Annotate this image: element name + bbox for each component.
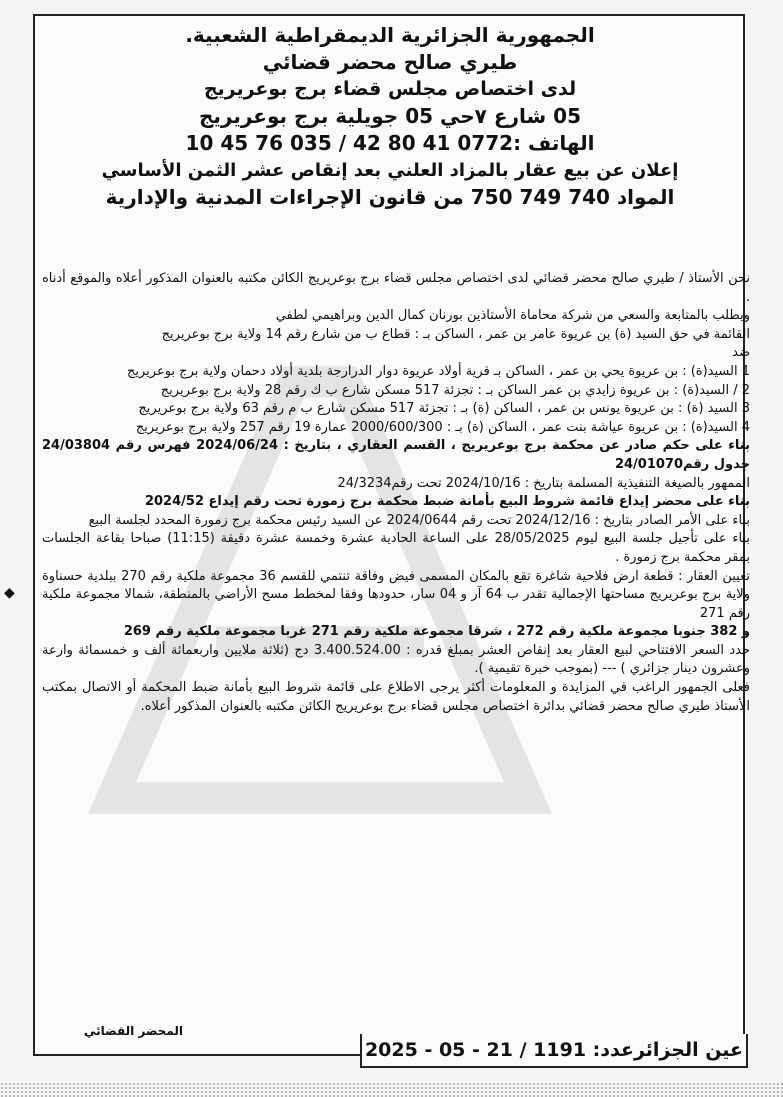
paragraph-defendant-1: 1 السيد(ة) : بن عريوة يحي بن عمر ، الساكن بـ قرية أولاد عريوة دوار الدرارجة بلدية أولاد دحمان ولاية برج بوعريريج [126, 363, 750, 379]
header-articles: المواد 740 749 750 من قانون الإجراءات المدنية والإدارية [105, 185, 675, 209]
header-phone: الهاتف :0772 41 80 42 / 035 76 45 10 [185, 131, 595, 155]
halftone-strip [0, 1082, 783, 1097]
paragraph-boundaries: و 382 جنوبا مجموعة ملكية رقم 272 ، شرقا مجموعة ملكية رقم 271 غربا مجموعة ملكية رقم 269 [123, 624, 750, 640]
signature-label: المحضر القضائي [83, 1024, 183, 1038]
paragraph-postponement: بناء على تأجيل جلسة البيع ليوم 28/05/2025 على الساعة الحادية عشرة وخمسة عشرة دقيقة (11:15) صباحا بقاعة الجلسات بمقر محكمة برج زمورة . [42, 531, 750, 565]
paragraph-defendant-3: 3 السيد (ة) : بن عريوة يونس بن عمر ، الساكن (ة) بـ : تجزئة 517 مسكن شارع ب م رقم 63 ولاية برج بوعريريج [138, 401, 750, 417]
paragraph-executory: الممهور بالصيغة التنفيذية المسلمة بتاريخ : 2024/10/16 تحت رقم24/3234 [337, 475, 750, 491]
paragraph-defendant-2: 2 / السيد(ة) : بن عريوة زايدي بن عمر الساكن بـ : تجزئة 517 مسكن شارع ب ك رقم 28 ولاية برج بوعريريج [160, 382, 750, 398]
header [40, 22, 740, 211]
margin-mark-icon: ◆ [4, 585, 15, 601]
paragraph-lawyers: ويطلب بالمتابعة والسعي من شركة محاماة الأستاذين بورنان كمال الدين وبراهيمي لطفي [275, 308, 750, 324]
paragraph-intro: نحن الأستاذ / طيري صالح محضر قضائي لدى اختصاص مجلس قضاء برج بوعريريج الكائن مكتبه بالعنوان المذكور أعلاه والموقع أدناه . [42, 271, 750, 305]
paragraph-judgment: بناء على حكم صادر عن محكمة برج بوعريريج ، القسم العقاري ، بتاريخ : 2024/06/24 فهرس رقم 24/03804 جدول رقم24/01070 [42, 438, 750, 472]
paragraph-defendant-4: 4 السيد(ة) : بن عريوة عياشة بنت عمر ، الساكن (ة) بـ : 2000/600/300 عمارة 19 رقم 257 ولاية برج بوعريريج [135, 419, 750, 435]
header-announcement-title: إعلان عن بيع عقار بالمزاد العلني بعد إنقاص عشر الثمن الأساسي [101, 160, 679, 181]
paragraph-order: بناء على الأمر الصادر بتاريخ : 2024/12/16 تحت رقم 2024/0644 عن السيد رئيس محكمة برج زمورة المحدد لجلسة البيع [88, 512, 750, 528]
header-jurisdiction: لدى اختصاص مجلس قضاء برج بوعريريج [203, 78, 577, 100]
header-bailiff-name: طيري صالح محضر قضائي [262, 50, 518, 74]
paragraph-price: حدد السعر الافتتاحي لبيع العقار بعد إنقاص العشر بمبلغ قدره : 3.400.524.00 دج (ثلاثة ملايين واربعمائة ألف و خمسمائة وارعة وعشرون دينار جزائري ) --- (بموجب خبرة تقيمية ). [42, 642, 750, 677]
paragraph-against: ضد [732, 345, 750, 361]
announcement-body [42, 270, 750, 716]
header-republic: الجمهورية الجزائرية الديمقراطية الشعبية. [185, 23, 595, 47]
paragraph-plaintiff: القائمة في حق السيد (ة) بن عريوة عامر بن عمر ، الساكن بـ : قطاع ب من شارع رقم 14 ولاية برج بوعريريج [161, 326, 750, 342]
paragraph-public-notice: فعلى الجمهور الراغب في المزايدة و المعلومات أكثر يرجى الاطلاع على قائمة شروط البيع بأمانة ضبط المحكمة أو الاتصال بمكتب الأستاذ طيري صالح محضر قضائي بدائرة اختصاص مجلس قضاء برج بوعريريج الكائن مكتبه بالعنوان المذكور أعلاه. [42, 680, 750, 714]
header-address: 05 شارع ٧حي 05 جويلية برج بوعريريج [198, 104, 581, 128]
footer-publication: عين الجزائرعدد: 1191 / 21 - 05 - 2025 [360, 1034, 748, 1068]
paragraph-deposit: بناء على محضر إيداع قائمة شروط البيع بأمانة ضبط محكمة برج زمورة تحت رقم إيداع 2024/52 [144, 494, 750, 510]
paragraph-property: تعيين العقار : قطعة ارض فلاحية شاغرة تقع بالمكان المسمى فيض وفاقة تنتمي للقسم 36 مجموعة ملكية رقم 270 ببلدية حسناوة ولاية برج بوعريريج مساحتها الإجمالية تقدر ب 64 آر و 04 سار، حدودها وفقا لمخطط مسح الأراضي بالمنطقة، شمالا مجموعة ملكية رقم 271 [42, 568, 750, 621]
